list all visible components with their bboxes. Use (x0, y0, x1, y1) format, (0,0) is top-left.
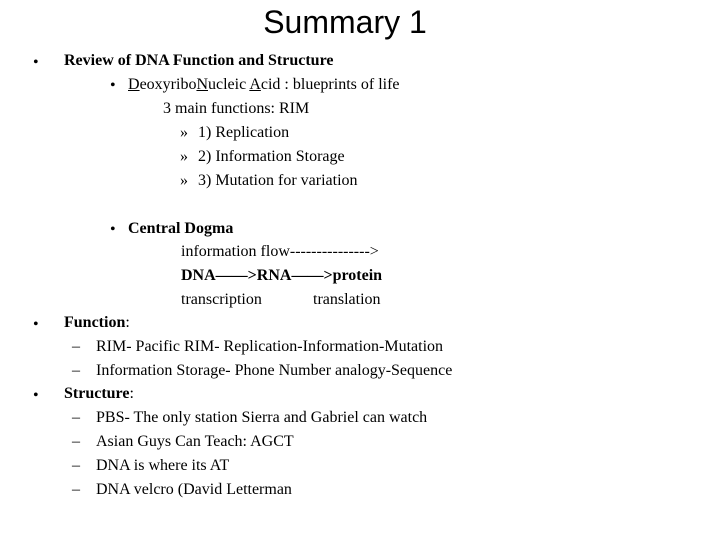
dna-definition (128, 77, 400, 93)
structure-heading-colon: : (129, 385, 134, 402)
dash-marker: – (72, 481, 80, 498)
dash-marker: – (72, 409, 80, 426)
sub-bullet-marker: • (110, 221, 116, 238)
structure-pbs-item: PBS- The only station Sierra and Gabriel can watch (96, 409, 428, 426)
function-storage-item: Information Storage- Phone Number analogy-Sequence (96, 362, 453, 379)
transcription-label: transcription (181, 291, 262, 308)
dna-text-3: cid : blueprints of life (260, 76, 400, 93)
bullet-marker: • (33, 316, 39, 333)
function-heading (64, 315, 130, 331)
function-item-mutation: 3) Mutation for variation (198, 172, 358, 189)
bullet-marker: • (33, 54, 39, 71)
translation-label: translation (313, 291, 381, 308)
structure-velcro-item: DNA velcro (David Letterman (96, 481, 292, 498)
function-heading-colon: : (125, 314, 130, 331)
dna-text-2: ucleic (208, 76, 250, 93)
dna-rna-protein-chain: DNA——>RNA——>protein (181, 267, 383, 284)
function-rim-item: RIM- Pacific RIM- Replication-Information-Mutation (96, 338, 444, 355)
function-heading-label: Function (64, 314, 126, 331)
dna-letter-a: A (249, 76, 261, 93)
slide-title: Summary 1 (263, 4, 427, 40)
chevron-marker: » (180, 172, 188, 189)
sub-bullet-marker: • (110, 77, 116, 94)
function-item-replication: 1) Replication (198, 124, 290, 141)
structure-heading-label: Structure (64, 385, 130, 402)
dna-letter-d: D (128, 76, 140, 93)
information-flow-text: information flow---------------> (181, 243, 379, 260)
dash-marker: – (72, 433, 80, 450)
structure-agct-item: Asian Guys Can Teach: AGCT (96, 433, 294, 450)
structure-at-item: DNA is where its AT (96, 457, 230, 474)
rim-intro: 3 main functions: RIM (163, 100, 310, 117)
chevron-marker: » (180, 148, 188, 165)
dash-marker: – (72, 457, 80, 474)
review-heading: Review of DNA Function and Structure (64, 52, 334, 69)
function-item-information-storage: 2) Information Storage (198, 148, 345, 165)
central-dogma-heading: Central Dogma (128, 220, 234, 237)
bullet-marker: • (33, 387, 39, 404)
dna-text-1: eoxyribo (139, 76, 197, 93)
dash-marker: – (72, 338, 80, 355)
dash-marker: – (72, 362, 80, 379)
structure-heading (64, 386, 134, 402)
dna-letter-n: N (196, 76, 208, 93)
chevron-marker: » (180, 124, 188, 141)
